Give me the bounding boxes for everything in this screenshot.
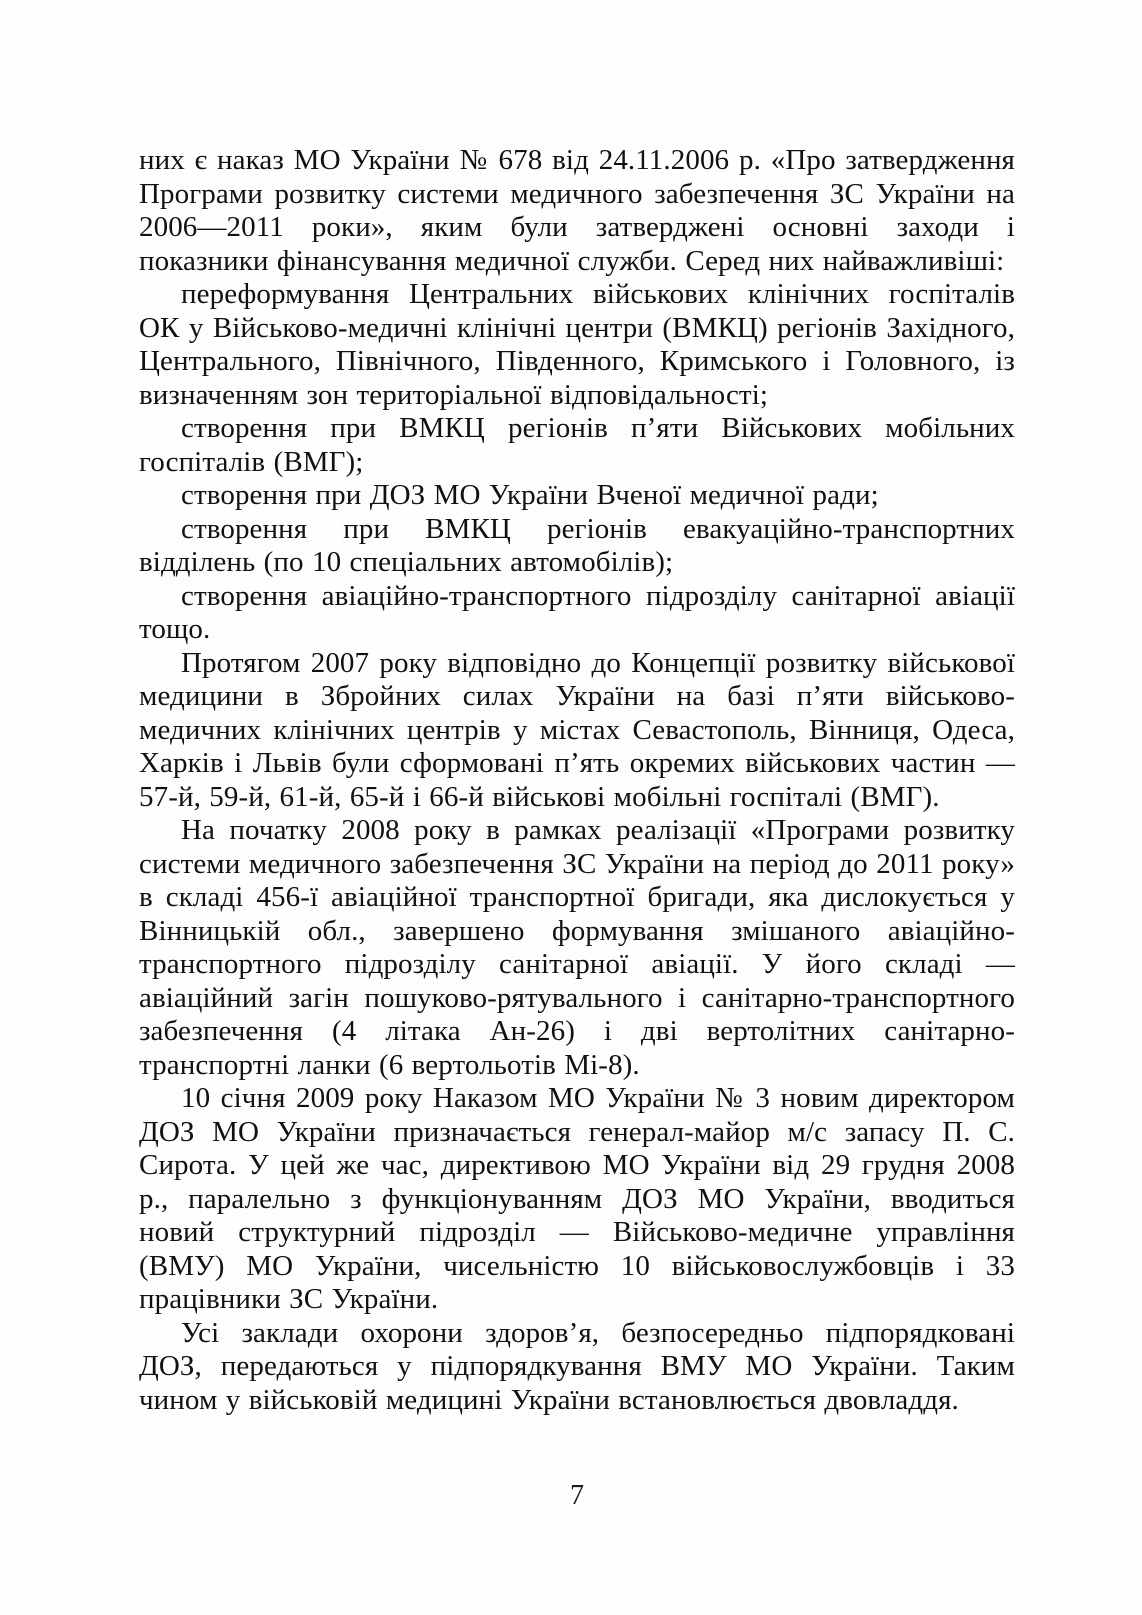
page-text	[139, 144, 1015, 1417]
page-number: 7	[570, 1480, 584, 1511]
paragraph-2009-order: 10 січня 2009 року Наказом МО України № 3 новим директором ДОЗ МО України призначається генерал-майор м/с запасу П. С. Сирота. У цей же час, директивою МО України від 29 грудня 2008 р., паралельно з функціонуванням ДОЗ МО України, вводиться новий структурний підрозділ — Військово-медичне управління (ВМУ) МО України, чисельністю 10 військовослужбовців і 33 працівники ЗС України.	[139, 1082, 1015, 1315]
paragraph-list-item-aviation-unit: створення авіаційно-транспортного підрозділу санітарної авіації тощо.	[139, 579, 1015, 645]
paragraph-list-item-mobile-hospitals: створення при ВМКЦ регіонів п’яти Військових мобільних госпіталів (ВМГ);	[139, 412, 1015, 478]
paragraph-conclusion: Усі заклади охорони здоров’я, безпосередньо підпорядковані ДОЗ, передаються у підпорядкування ВМУ МО України. Таким чином у військовій медицині України встановлюється двовладдя.	[139, 1316, 1015, 1416]
paragraph-list-item-medical-council: створення при ДОЗ МО України Вченої медичної ради;	[181, 479, 879, 511]
paragraph-list-item-reorganization: переформування Центральних військових клінічних госпіталів ОК у Військово-медичні клінічні центри (ВМКЦ) регіонів Західного, Центрального, Північного, Південного, Кримського і Головного, із визначенням зон територіальної відповідальності;	[139, 278, 1015, 411]
paragraph-2007-concept: Протягом 2007 року відповідно до Концепції розвитку військової медицини в Збройних силах України на базі п’яти військово-медичних клінічних центрів у містах Севастополь, Вінниця, Одеса, Харків і Львів були сформовані п’ять окремих військових частин — 57-й, 59-й, 61-й, 65-й і 66-й військові мобільні госпіталі (ВМГ).	[139, 646, 1015, 813]
paragraph-list-item-evacuation-transport: створення при ВМКЦ регіонів евакуаційно-транспортних відділень (по 10 спеціальних автомобілів);	[139, 512, 1015, 578]
paragraph-2008-program: На початку 2008 року в рамках реалізації «Програми розвитку системи медичного забезпечення ЗС України на період до 2011 року» в складі 456-ї авіаційної транспортної бригади, яка дислокується у Вінницькій обл., завершено формування змішаного авіаційно-транспортного підрозділу санітарної авіації. У його складі — авіаційний загін пошуково-рятувального і санітарно-транспортного забезпечення (4 літака Ан-26) і дві вертолітних санітарно-транспортні ланки (6 вертольотів Мі-8).	[139, 814, 1015, 1081]
paragraph-intro-continued: них є наказ МО України № 678 від 24.11.2006 р. «Про затвердження Програми розвитку системи медичного забезпечення ЗС України на 2006—2011 роки», яким були затверджені основні заходи і показники фінансування медичної служби. Серед них найважливіші:	[139, 144, 1015, 277]
